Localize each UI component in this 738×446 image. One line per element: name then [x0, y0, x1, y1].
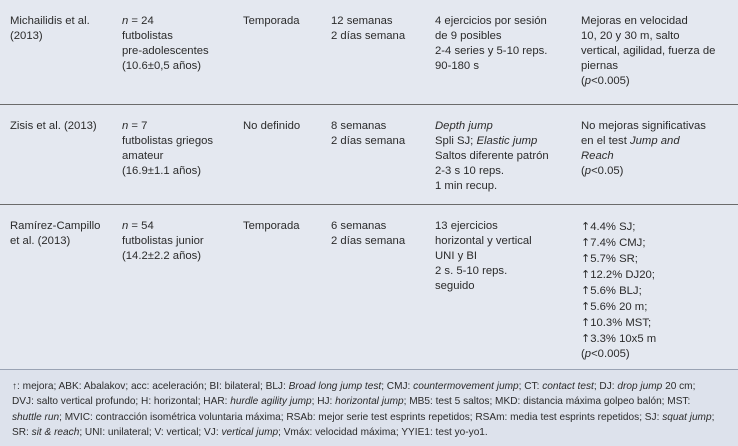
text-fragment: vertical, agilidad, fuerza de — [581, 45, 716, 57]
text-fragment: n — [122, 119, 129, 132]
table-row — [0, 0, 738, 104]
results-line — [581, 283, 738, 299]
arrow-up-icon: ↑ — [581, 315, 591, 329]
program-cell — [435, 0, 581, 104]
footnote-line — [12, 379, 728, 394]
program-line: 13 ejercicios — [435, 219, 498, 232]
results-line — [581, 299, 738, 315]
program-line: seguido — [435, 279, 475, 292]
text-fragment: ( — [581, 75, 585, 87]
text-fragment: 3.3% 10x5 m — [590, 332, 657, 345]
program-cell — [435, 104, 581, 204]
text-fragment: 20 cm; — [662, 381, 696, 392]
results-line — [581, 134, 738, 149]
participants-line: futbolistas griegos — [122, 134, 214, 147]
text-fragment: = 54 — [128, 219, 154, 232]
program-line: 2-4 series y 5-10 reps. — [435, 45, 548, 57]
program-line: 90-180 s — [435, 60, 479, 72]
author-line: et al. (2013) — [10, 234, 71, 247]
text-fragment: vertical jump — [221, 426, 279, 438]
duration-cell — [331, 0, 435, 104]
period-cell — [243, 204, 331, 372]
duration-cell — [331, 104, 435, 204]
duration-line: 2 días semana — [331, 234, 406, 247]
participants-cell — [122, 0, 243, 104]
text-fragment: <0.05) — [591, 164, 624, 177]
text-fragment: DVJ: salto vertical profundo; H: horizontal; HAR: — [12, 396, 231, 408]
results-line — [581, 267, 738, 283]
text-fragment: ; — [711, 411, 715, 423]
program-line: horizontal y vertical — [435, 234, 532, 247]
duration-line: 2 días semana — [331, 30, 406, 42]
text-fragment: ( — [581, 164, 585, 177]
text-fragment: Spli SJ; — [435, 134, 477, 147]
text-fragment: hurdle agility jump — [230, 396, 312, 408]
participants-line: pre-adolescentes — [122, 45, 209, 57]
text-fragment: ; DJ: — [593, 381, 618, 392]
text-fragment: SR: — [12, 426, 32, 438]
author-line: Zisis et al. (2013) — [10, 119, 97, 132]
text-fragment: n — [122, 15, 129, 27]
text-fragment: 10, 20 y 30 m, salto — [581, 30, 680, 42]
text-fragment: drop jump — [617, 381, 663, 392]
text-fragment: ( — [581, 347, 585, 360]
text-fragment: ; MB5: test 5 saltos; MKD: distancia máxima golpeo balón; MST: — [403, 396, 691, 408]
text-fragment: Mejoras en velocidad — [581, 15, 688, 27]
text-fragment: 4.4% SJ; — [590, 220, 636, 233]
text-fragment: <0.005) — [591, 347, 630, 360]
text-fragment: contact test — [542, 381, 594, 392]
arrow-up-icon: ↑ — [581, 267, 591, 281]
results-line — [581, 74, 738, 89]
p-value — [581, 347, 738, 362]
text-fragment: p — [584, 75, 592, 87]
results-line — [581, 315, 738, 331]
period-text: Temporada — [243, 219, 300, 232]
text-fragment: countermovement jump — [413, 381, 519, 392]
text-fragment: No mejoras significativas — [581, 119, 706, 132]
results-line — [581, 251, 738, 267]
text-fragment: 5.7% SR; — [590, 252, 638, 265]
period-text: Temporada — [243, 15, 300, 27]
text-fragment: 10.3% MST; — [590, 316, 652, 329]
arrow-up-icon: ↑ — [581, 251, 591, 265]
participants-line: amateur — [122, 149, 164, 162]
text-fragment: piernas — [581, 60, 619, 72]
text-fragment: en el test — [581, 134, 630, 147]
program-line: de 9 posibles — [435, 30, 502, 42]
arrow-up-icon: ↑ — [581, 283, 591, 297]
participants-line: (10.6±0,5 años) — [122, 60, 202, 72]
text-fragment: = 7 — [128, 119, 148, 132]
duration-line: 6 semanas — [331, 219, 387, 232]
duration-line: 12 semanas — [331, 15, 393, 27]
period-text: No definido — [243, 119, 301, 132]
results-line — [581, 14, 738, 29]
results-cell — [581, 104, 738, 204]
table-row — [0, 104, 738, 204]
text-fragment: Broad long jump test — [288, 381, 382, 392]
results-line — [581, 235, 738, 251]
author-cell — [0, 0, 122, 104]
results-line — [581, 219, 738, 235]
author-line: Ramírez-Campillo — [10, 219, 101, 232]
text-fragment: n — [122, 219, 129, 232]
results-line — [581, 59, 738, 74]
participants-line: (14.2±2.2 años) — [122, 249, 202, 262]
text-fragment: 12.2% DJ20; — [590, 268, 655, 281]
program-line: 4 ejercicios por sesión — [435, 15, 547, 27]
participants-cell — [122, 204, 243, 372]
text-fragment: Jump and — [629, 134, 680, 147]
period-cell — [243, 0, 331, 104]
duration-line: 8 semanas — [331, 119, 387, 132]
participants-cell — [122, 104, 243, 204]
text-fragment: ; HJ: — [311, 396, 336, 408]
text-fragment: 5.6% BLJ; — [590, 284, 642, 297]
program-line: 1 min recup. — [435, 179, 498, 192]
text-fragment: p — [584, 164, 592, 177]
program-line: UNI y BI — [435, 249, 478, 262]
text-fragment: ; MVIC: contracción isométrica voluntaria máxima; RSAb: mejor serie test esprints repetidos; RSAm: media test esprints repetidos; SJ: — [59, 411, 663, 423]
program-line: Depth jump — [435, 119, 493, 132]
results-line — [581, 149, 738, 164]
program-line: 2-3 s 10 reps. — [435, 164, 505, 177]
text-fragment: horizontal jump — [335, 396, 404, 408]
table-row — [0, 204, 738, 372]
program-line — [435, 134, 581, 149]
sample-size — [122, 219, 243, 234]
program-line: Saltos diferente patrón — [435, 149, 549, 162]
footnote-line — [12, 394, 728, 409]
arrow-up-icon: ↑ — [581, 299, 591, 313]
text-fragment: shuttle run — [12, 411, 60, 423]
text-fragment: Reach — [581, 149, 614, 162]
program-cell — [435, 204, 581, 372]
text-fragment: ; Vmáx: velocidad máxima; YYIE1: test yo-yo1. — [278, 426, 488, 438]
results-line — [581, 44, 738, 59]
author-line: Michailidis et al. — [10, 15, 90, 27]
text-fragment: = 24 — [128, 15, 154, 27]
text-fragment: ; UNI: unilateral; V: vertical; VJ: — [79, 426, 222, 438]
text-fragment: Elastic jump — [476, 134, 538, 147]
text-fragment: 5.6% 20 m; — [590, 300, 648, 313]
results-line — [581, 331, 738, 347]
arrow-up-icon: ↑ — [581, 235, 591, 249]
text-fragment: sit & reach — [31, 426, 80, 438]
sample-size — [122, 119, 243, 134]
text-fragment: ; CT: — [518, 381, 543, 392]
abbreviations-footnote — [0, 369, 738, 446]
footnote-line — [12, 425, 728, 440]
participants-line: futbolistas junior — [122, 234, 204, 247]
text-fragment: ; CMJ: — [381, 381, 414, 392]
text-fragment: <0.005) — [591, 75, 630, 87]
footnote-line — [12, 410, 728, 425]
results-cell — [581, 0, 738, 104]
text-fragment: p — [584, 347, 592, 360]
arrow-up-icon: ↑ — [581, 219, 591, 233]
duration-line: 2 días semana — [331, 134, 406, 147]
text-fragment: ↑: mejora; ABK: Abalakov; acc: aceleración; BI: bilateral; BLJ: — [12, 381, 289, 392]
arrow-up-icon: ↑ — [581, 331, 591, 345]
program-line: 2 s. 5-10 reps. — [435, 264, 508, 277]
results-line — [581, 164, 738, 179]
period-cell — [243, 104, 331, 204]
participants-line: (16.9±1.1 años) — [122, 164, 202, 177]
text-fragment: 7.4% CMJ; — [590, 236, 646, 249]
author-cell — [0, 204, 122, 372]
duration-cell — [331, 204, 435, 372]
sample-size — [122, 14, 243, 29]
results-line — [581, 29, 738, 44]
participants-line: futbolistas — [122, 30, 173, 42]
results-line — [581, 119, 738, 134]
text-fragment: squat jump — [662, 411, 712, 423]
results-cell — [581, 204, 738, 372]
author-cell — [0, 104, 122, 204]
author-line: (2013) — [10, 30, 43, 42]
